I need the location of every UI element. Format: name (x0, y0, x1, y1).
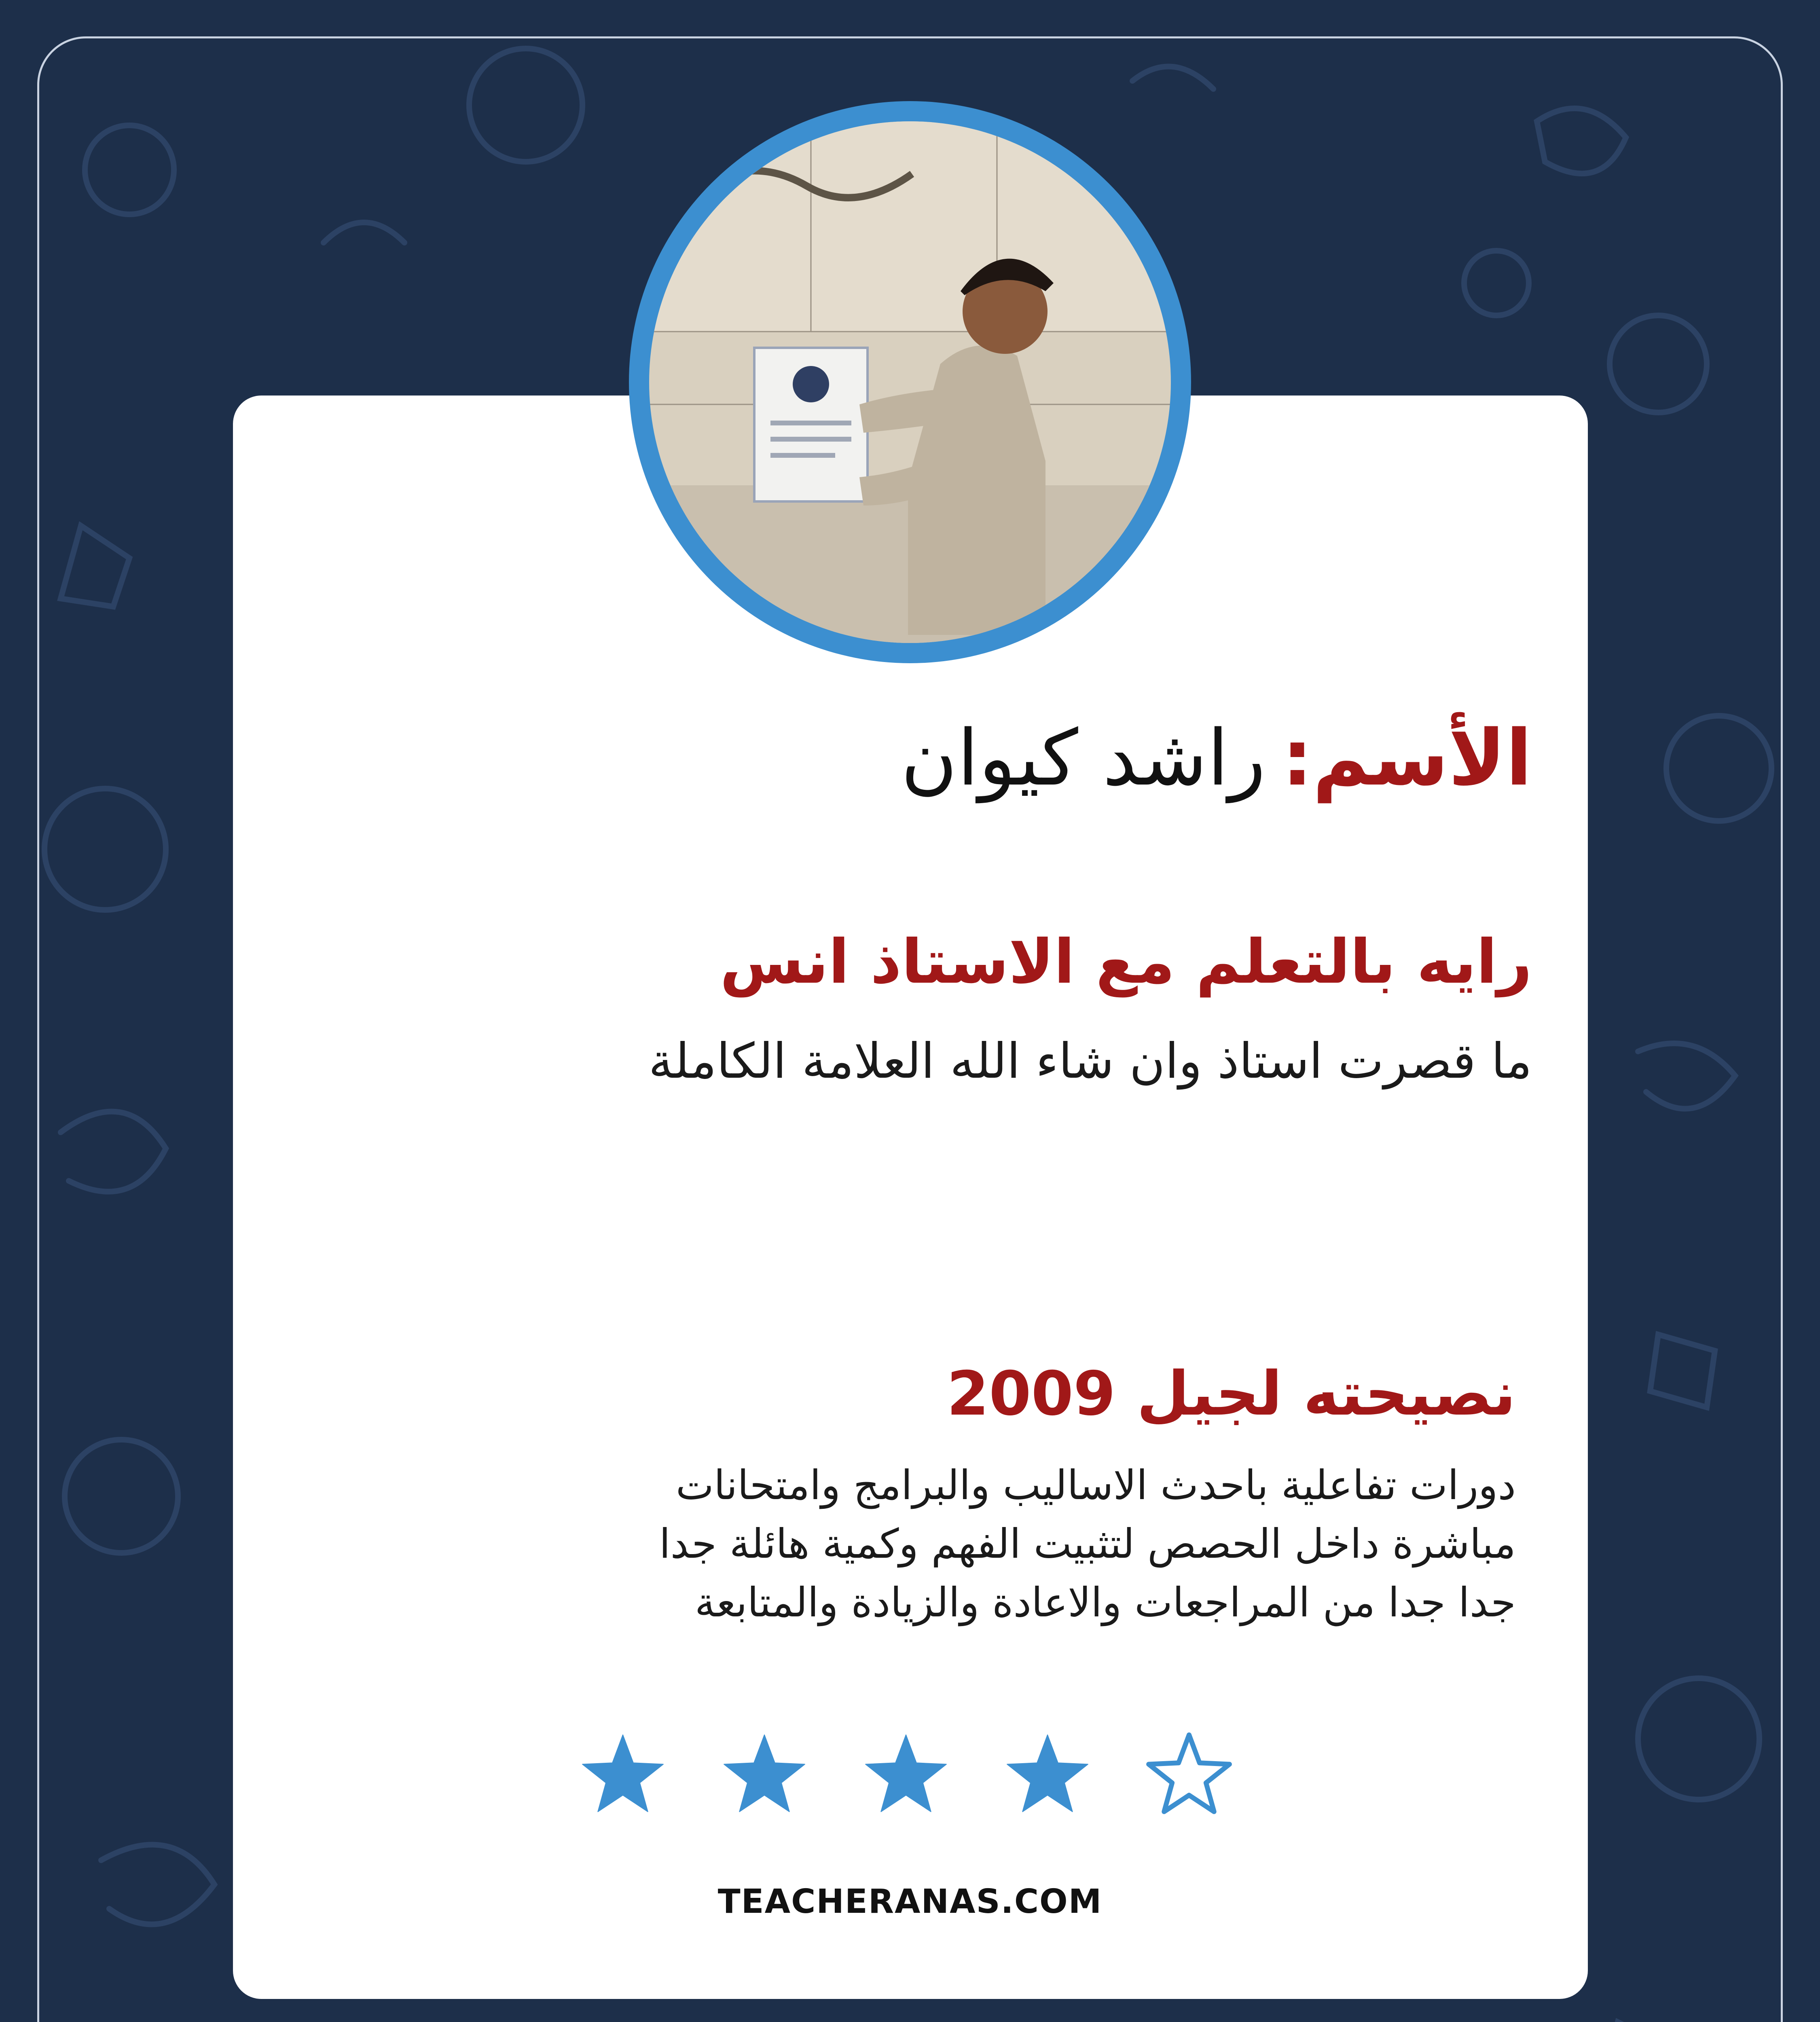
opinion-heading: رايه بالتعلم مع الاستاذ انس (720, 927, 1532, 997)
name-value: راشد كيوان (901, 713, 1266, 803)
star-filled-icon (724, 1735, 805, 1812)
star-filled-icon (866, 1735, 946, 1812)
student-name (901, 713, 1532, 803)
advice-text (343, 1456, 1516, 1632)
avatar (649, 121, 1171, 643)
advice-line: جدا جدا من المراجعات والاعادة والزيادة والمتابعة (694, 1579, 1516, 1626)
advice-line: مباشرة داخل الحصص لتثبيت الفهم وكمية هائلة جدا (659, 1520, 1516, 1567)
website-url: TEACHERANAS.COM (717, 1882, 1103, 1921)
star-outline-icon (1149, 1735, 1230, 1812)
advice-line: دورات تفاعلية باحدث الاساليب والبرامج وامتحانات (675, 1462, 1516, 1509)
star-filled-icon (582, 1735, 663, 1812)
person-holding-certificate-photo-icon (649, 121, 1171, 643)
advice-heading: نصيحته لجيل 2009 (946, 1359, 1516, 1429)
opinion-text: ما قصرت استاذ وان شاء الله العلامة الكاملة (648, 1033, 1532, 1089)
name-label: الأسم: (1282, 713, 1532, 803)
star-rating (578, 1731, 1246, 1824)
star-filled-icon (1007, 1735, 1088, 1812)
